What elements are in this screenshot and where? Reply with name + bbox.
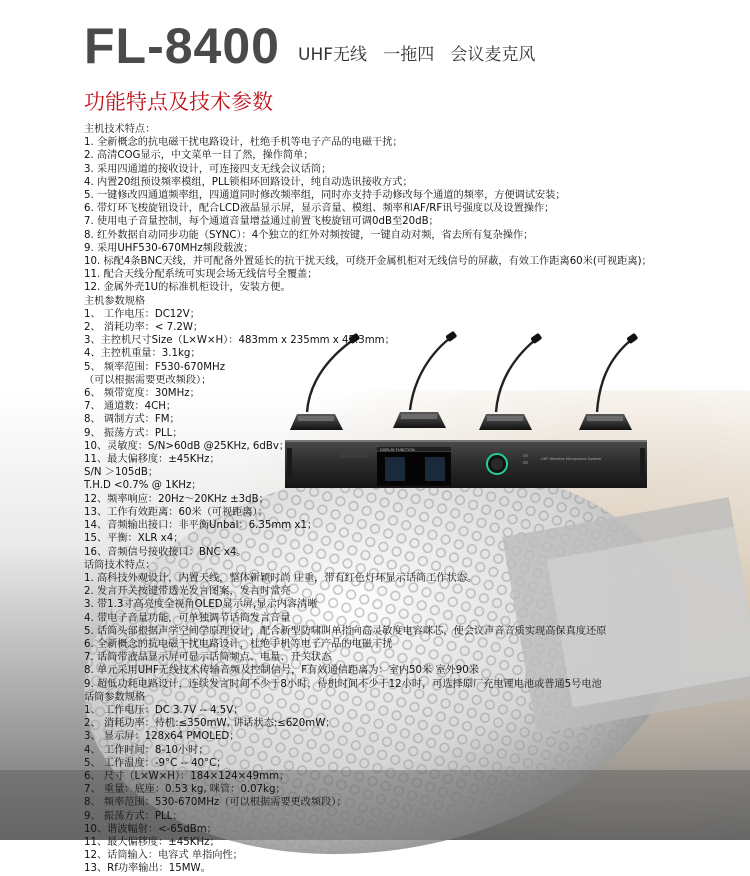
spec-line: 13、Rf功率输出：15MW。 [84, 863, 211, 875]
spec-line: 16、音频信号接收接口：BNC x4。 [84, 546, 247, 558]
spec-line: 2. 发言开关按键带透光发言图案，发言时常亮 [84, 586, 291, 598]
spec-line: 2、 消耗功率：待机:≤350mW, 讲话状态:≤620mW； [84, 718, 336, 730]
spec-line: 14、音频输出接口：非平衡Unbal：6.35mm x1； [84, 520, 318, 532]
spec-line: 9. 采用UHF530-670MHz频段载波； [84, 242, 254, 254]
product-subtitle: UHF无线 一拖四 会议麦克风 [298, 45, 536, 65]
spec-line: 4. 带电子音量功能，可单独调节话筒发言音量 [84, 612, 291, 624]
spec-line: 9、 振荡方式：PLL； [84, 427, 183, 439]
spec-line: 4. 内置20组预设频率模组，PLL锁相环回路设计，纯自动选讯接收方式； [84, 176, 413, 188]
spec-line: 1. 全新概念的抗电磁干扰电路设计，杜绝手机等电子产品的电磁干扰； [84, 137, 403, 149]
spec-line: 6、 尺寸（L×W×H）：184×124×49mm； [84, 770, 290, 782]
spec-line: 2、 消耗功率：< 7.2W； [84, 322, 204, 334]
spec-line: 10. 标配4条BNC天线，并可配备外置延长的抗干扰天线，可绕开金属机柜对无线信号的屏蔽，有效工作距离60米(可视距离)； [84, 256, 652, 268]
spec-line: 话筒参数规格 [84, 691, 146, 703]
spec-line: 8. 单元采用UHF无线技术传输音频及控制信号，F有效通信距离为：室内50米 室外90米 [84, 665, 479, 677]
spec-line: 8、 调制方式：FM； [84, 414, 180, 426]
spec-line: 1. 高科技外观设计，内置天线，整体新颖时尚 庄重，带有红色灯环显示话筒工作状态。 [84, 572, 478, 584]
spec-line: 11. 配合天线分配系统可实现会场无线信号全覆盖； [84, 269, 318, 281]
spec-line: 12、频率响应：20Hz～20KHz ±3dB； [84, 493, 269, 505]
spec-line: 15、平衡：XLR x4； [84, 533, 184, 545]
spec-line: 1、 工作电压：DC12V； [84, 308, 200, 320]
receiver-brand-label: UHF Wireless Microphone System [541, 457, 602, 461]
spec-line: 4、主控机重量：3.1kg； [84, 348, 201, 360]
spec-line: 5. 一键修改四通道频率组，四通道同时修改频率组，同时亦支持手动修改每个通道的频率，方便调试安装； [84, 190, 566, 202]
spec-line: 9. 超低功耗电路设计，连续发言时间不少于8小时，待机时间不少于12小时，可选择原厂充电锂电池或普通5号电池 [84, 678, 602, 690]
spec-line: 3、主控机尺寸Size（L×W×H）：483mm x 235mm x 45.3mm； [84, 335, 395, 347]
spec-line: （可以根据需要更改频段）； [84, 374, 212, 386]
spec-line: 7、 通道数：4CH； [84, 401, 177, 413]
receiver-display-header: DISPLAY FUNCTION [380, 448, 415, 452]
spec-line: 1、 工作电压：DC 3.7V -- 4.5V； [84, 704, 244, 716]
spec-text-block [84, 123, 724, 876]
spec-line: 6. 全新概念的抗电磁干扰电路设计，杜绝手机等电子产品的电磁干扰 [84, 638, 393, 650]
spec-line: 10、灵敏度：S/N>60dB @25KHz, 6dBv； [84, 440, 290, 452]
spec-line: 主机参数规格 [84, 295, 146, 307]
spec-line: 11、最大偏移度：±45KHz； [84, 454, 220, 466]
spec-line: 13、工作有效距离：60米（可视距离）； [84, 506, 268, 518]
spec-line: 11、最大偏移度：±45KHz； [84, 836, 220, 848]
spec-line: 5、 工作温度：-9°C -- 40°C； [84, 757, 227, 769]
spec-line: S/N ＞105dB； [84, 467, 159, 479]
spec-line: 8. 红外数据自动同步功能（SYNC）：4个独立的红外对频按键，一键自动对频，省去所有复杂操作； [84, 229, 534, 241]
spec-line: 9、 振荡方式：PLL； [84, 810, 183, 822]
spec-line: 6、 频带宽度：30MHz； [84, 388, 200, 400]
spec-line: 2. 高清COG显示，中文菜单一目了然，操作简单； [84, 150, 314, 162]
spec-line: 3、 显示屏：128x64 PMOLED； [84, 731, 240, 743]
model-title: FL-8400 [84, 18, 280, 74]
spec-line: 3. 带1.3寸高亮度全视角OLED显示屏,显示内容清晰 [84, 599, 318, 611]
spec-line: 7. 话筒带液晶显示屏可显示话筒频点、电量、开关状态 [84, 652, 332, 664]
spec-line: 3. 采用四通道的接收设计，可连接四支无线会议话筒； [84, 163, 332, 175]
spec-line: 主机技术特点： [84, 124, 156, 135]
spec-line: 6. 带灯环飞梭旋钮设计，配合LCD液晶显示屏，显示音量、模组、频率和AF/RF讯号强度以及设置操作； [84, 203, 555, 215]
spec-line: 7、 重量：底座：0.53 kg, 咪管：0.07kg； [84, 784, 286, 796]
spec-line: 8、 频率范围：530-670MHz（可以根据需要更改频段）； [84, 797, 347, 809]
section-title: 功能特点及技术参数 [84, 90, 273, 114]
spec-line: 4、 工作时间：8-10小时； [84, 744, 209, 756]
spec-line: 5、 频率范围：F530-670MHz [84, 361, 226, 373]
spec-line: 7. 使用电子音量控制，每个通道音量增益通过前置飞梭旋钮可调0dB至20dB； [84, 216, 439, 228]
spec-line: 5. 话筒头部根据声学空间学原理设计，配合新型防啸叫单指向高灵敏度电容咪芯，使会议声音音质实现高保真度还原 [84, 625, 607, 637]
spec-line: 话筒技术特点： [84, 559, 156, 571]
spec-line: T.H.D <0.7% @ 1KHz； [84, 480, 202, 492]
spec-line: 12、话筒输入：电容式 单指向性； [84, 850, 243, 862]
spec-line: 12. 金属外壳1U的标准机柜设计，安装方便。 [84, 282, 291, 294]
spec-line: 10、谐波幅射：<-65dBm； [84, 823, 217, 835]
